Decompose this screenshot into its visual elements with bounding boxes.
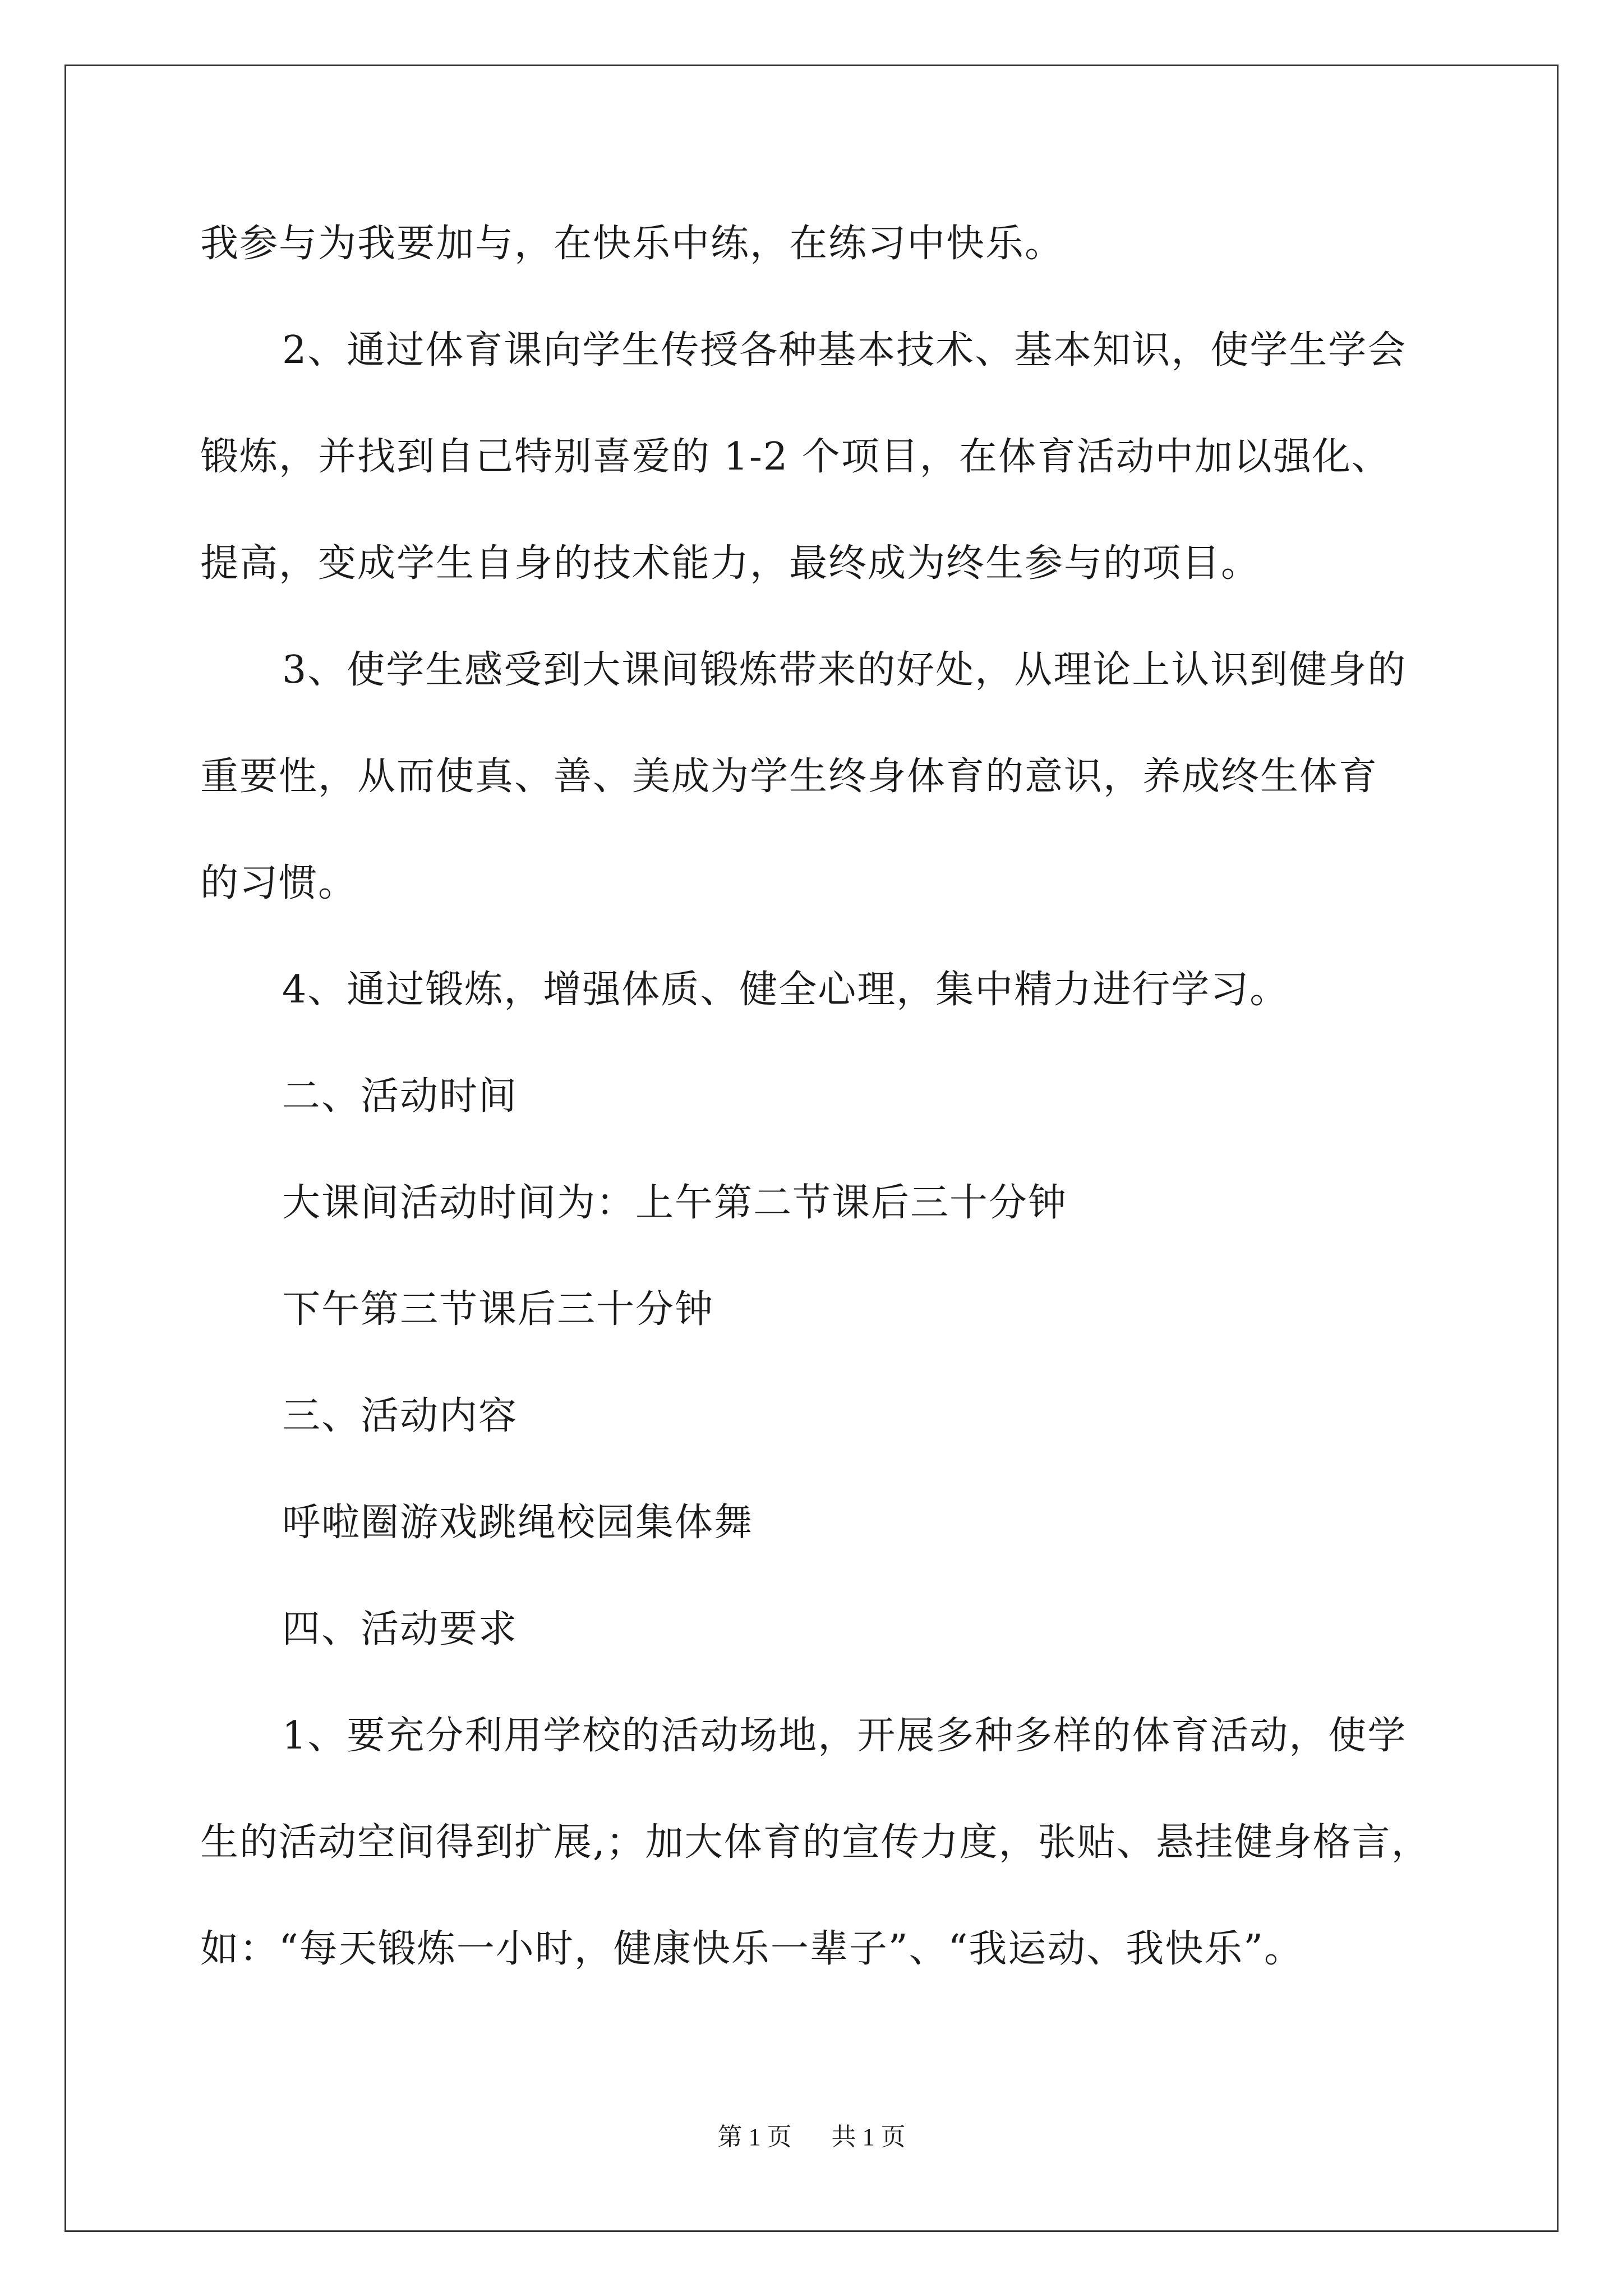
page-number: 第 1 页 [717,2123,792,2151]
text-line: 4、通过锻炼，增强体质、健全心理，集中精力进行学习。 [282,968,1289,1012]
text-line: 1、要充分利用学校的活动场地，开展多种多样的体育活动，使学 [282,1714,1407,1758]
text-line: 重要性，从而使真、善、美成为学生终身体育的意识，养成终生体育 [200,754,1378,799]
text-line: 锻炼，并找到自己特别喜爱的 1-2 个项目，在体育活动中加以强化、 [200,435,1391,479]
page-footer [0,2120,1623,2154]
text-line: 3、使学生感受到大课间锻炼带来的好处，从理论上认识到健身的 [282,648,1407,692]
text-line: 大课间活动时间为：上午第二节课后三十分钟 [282,1181,1068,1225]
text-line: 的习惯。 [200,861,358,905]
section-heading: 四、活动要求 [282,1607,518,1651]
text-line: 如：“每天锻炼一小时，健康快乐一辈子”、“我运动、我快乐”。 [200,1927,1304,1971]
text-line: 我参与为我要加与，在快乐中练，在练习中快乐。 [200,222,1064,266]
text-line: 生的活动空间得到扩展,；加大体育的宣传力度，张贴、悬挂健身格言， [200,1820,1431,1865]
text-line: 2、通过体育课向学生传授各种基本技术、基本知识，使学生学会 [282,328,1407,372]
text-line: 提高，变成学生自身的技术能力，最终成为终生参与的项目。 [200,541,1261,586]
text-line: 下午第三节课后三十分钟 [282,1287,714,1332]
section-heading: 二、活动时间 [282,1074,518,1119]
text-line: 呼啦圈游戏跳绳校园集体舞 [282,1501,754,1545]
section-heading: 三、活动内容 [282,1394,518,1438]
page-total: 共 1 页 [831,2123,906,2151]
document-body [200,213,1431,2025]
